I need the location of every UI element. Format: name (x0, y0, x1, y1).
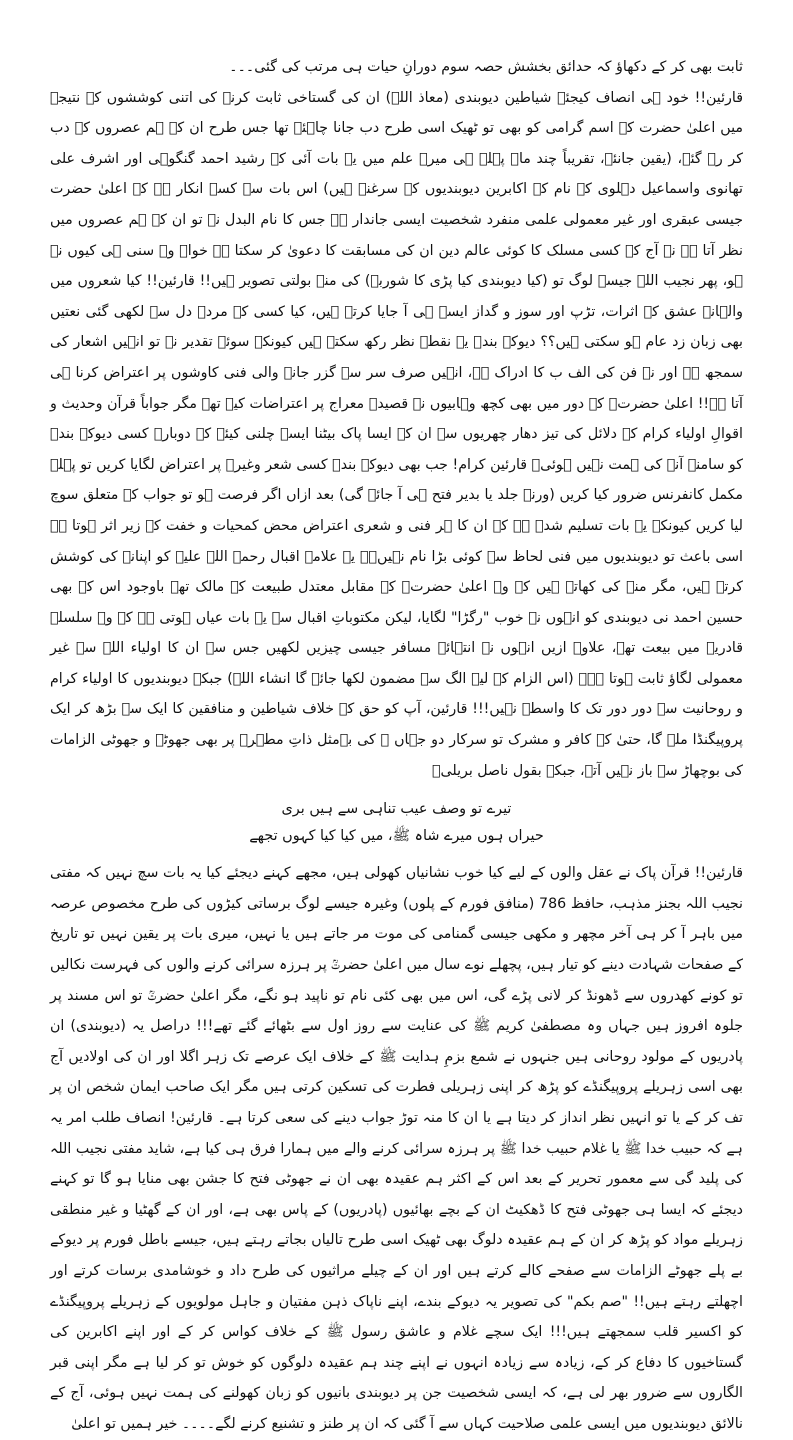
paragraph-1: قارئین!! خود ہی انصاف کیجئے شیاطین دیوبندی (معاذ اللہ) ان کی گستاخی ثابت کرنے کی اتنی کوششوں کے نتیجے میں اعلیٰ حضرت کے اسم گرامی کو بھی تو ٹھیک اسی طرح دب جانا چاہئے تھا جس طرح ان کے ہم عصروں کے دب کر رہ گئے، (یقین جانئے، تقریباً چند ماہ پہلے ہی میرے علم میں یہ بات آئی کہ رشید احمد گنگوہی اور اشرف علی تھانوی واسماعیل دہلوی کے نام کے اکابرین دیوبندیوں کے سرغنہ ہیں) اس بات سے کسے انکار ہے کہ اعلیٰ حضرت جیسی عبقری اور غیر معمولی علمی منفرد شخصیت ایسی جاندار ہے جس کا نام البدل نہ تو ان کے ہم عصروں میں نظر آتا ہے نہ آج کے کسی مسلک کا کوئی عالم دین ان کی مسابقت کا دعویٰ کر سکتا ہے خواہ وہ سنی ہی کیوں نہ ہو، پھر نجیب اللہ جیسے لوگ تو (کیا دیوبندی کیا پڑی کا شوربہ) کی منہ بولتی تصویر ہیں!! قارئین!! کیا شعروں میں والہانہ عشق کے اثرات، تڑپ اور سوز و گداز ایسے ہی آ جایا کرتے ہیں، کیا کسی کے مردہ دل سے لکھی گئی نعتیں بھی زبان زد عام ہو سکتی ہیں؟؟ دیوکے بندے یہ نقطہ نظر رکھ سکتے ہیں کیونکہ سوئے تقدیر نہ تو انہیں اشعار کی سمجھ ہے اور نہ فن کی الف ب کا ادراک ہے، انہیں صرف سر سے گزر جانے والی فنی کاوشوں پر اعتراض کرنا ہی آتا ہے!! اعلیٰ حضرتؒ کے دور میں بھی کچھ وہابیوں نے قصیدہ معراج پر اعتراضات کیے تھے مگر جواباً قرآن وحدیث و اقوالِ اولیاء کرام کے دلائل کی تیز دھار چھریوں سے ان کے ایسا پاک بیٹنا ایسے چلنی کیئے کہ دوبارہ کسی دیوکے بندے کو سامنے آنے کی ہمت نہیں ہوئی۔ قارئین کرام! جب بھی دیوکے بندے کسی شعر وغیرہ پر اعتراض لگایا کریں تو پہلے مکمل کانفرنس ضرور کیا کریں (ورنہ جلد یا بدیر فتح ہی آ جائے گی) بعد ازاں اگر فرصت ہو تو جواب کے متعلق سوچ لیا کریں کیونکہ یہ بات تسلیم شدہ ہے کہ ان کا ہر فنی و شعری اعتراض محض کمحیات و خفت کے زیر اثر ہوتا ہے اسی باعث تو دیوبندیوں میں فنی لحاظ سے کوئی بڑا نام نہیں۔۔ یہ علامہ اقبال رحمۃ اللہ علیہ کو اپنانے کی کوشش کرتے ہیں، مگر منہ کی کھاتے ہیں کہ وہ اعلیٰ حضرتؒ کے مقابل معتدل طبیعت کے مالک تھے باوجود اس کے بھی حسین احمد نی دیوبندی کو انہوں نے خوب "رگڑا" لگایا، لیکن مکتوباتِ اقبال سے یہ بات عیاں ہوتی ہے کہ وہ سلسلہ قادریہ میں بیعت تھے، علاوہ ازیں انہوں نے انتہائے مسافر جیسی چیزیں لکھیں جس سے ان کا اولیاء اللہ سے غیر معمولی لگاؤ ثابت ہوتا ہے۔ (اس الزام کے لیے الگ سے مضمون لکھا جائے گا انشاء اللہ) جبکہ دیوبندیوں کا اولیاء کرام و روحانیت سے دور دور تک کا واسطہ نہیں!!! قارئین، آپ کو حق کے خلاف شیاطین و منافقین کا ایک سے بڑھ کر ایک پروپیگنڈا ملے گا، حتیٰ کہ کافر و مشرک تو سرکار دو جہاں ﷺ کی بےمثل ذاتِ مطہرہ پر بھی جھوٹے و جھوٹی الزامات کی بوچھاڑ سے باز نہیں آتے، جبکہ بقول ناصل بریلیؒ (50, 89, 743, 779)
couplet (50, 796, 743, 850)
intro-line: ثابت بھی کر کے دکھاؤ کہ حدائق بخشش حصہ سوم دورانِ حیات ہی مرتب کی گئی۔۔۔ (229, 59, 743, 75)
couplet-line-1: تیرے تو وصف عیب تناہی سے ہیں بری (281, 801, 512, 818)
paragraph-2: قارئین!! قرآن پاک نے عقل والوں کے لیے کیا خوب نشانیاں کھولی ہیں، مجھے کہنے دیجئے کیا یہ بات سچ نہیں کہ مفتی نجیب اللہ بجنز مذہب، حافظ 786 (منافق فورم کے پلوں) وغیرہ جیسے لوگ برساتی کیڑوں کی طرح مخصوص عرصہ میں باہر آ کر ہی آخر مچھر و مکھی جیسی گمنامی کی موت مر جاتے ہیں یا نہیں، میری بات پر یقین نہیں تو تاریخ کے صفحات شہادت دینے کو تیار ہیں، پچھلے نوے سال میں اعلیٰ حضرتؒ پر ہرزہ سرائی کرنے والوں کی فہرست نکالیں تو کونے کھدروں سے ڈھونڈ کر لانی پڑے گی، اس میں بھی کئی نام تو ناپید ہو نگے، مگر اعلیٰ حضرتؒ تو اس مسند پر جلوہ افروز ہیں جہاں وہ مصطفیٰ کریم ﷺ کی عنایت سے روز اول سے بٹھائے گئے تھے!!! دراصل یہ (دیوبندی) ان پادریوں کے مولود روحانی ہیں جنہوں نے شمع بزمِ ہدایت ﷺ کے خلاف ایک عرصے تک زہر اگلا اور ان کی اولادیں آج بھی اسی زہریلے پروپیگنڈے کو پڑھ کر اپنی زہریلی فطرت کی تسکین کرتی ہیں مگر ایک صاحب ایمان شخص ان پر تف کر کے یا تو انہیں نظر انداز کر دیتا ہے یا ان کا منہ توڑ جواب دینے کی سعی کرتا ہے۔ قارئین! انصاف طلب امر یہ ہے کہ حبیب خدا ﷺ یا غلام حبیب خدا ﷺ پر ہرزہ سرائی کرنے والے میں ہمارا فرق ہی کیا ہے، شاید مفتی نجیب اللہ کی پلید گی سے معمور تحریر کے بعد اس کے اکثر ہم عقیدہ بھی ان نے جھوٹی فتح کا جشن بھی منایا ہو گا تو کہنے دیجئے کہ ایسا ہی جھوٹی فتح کا ڈھکیٹ ان کے بچے بھائیوں (پادریوں) کے پاس بھی ہے، اور ان کے گھٹیا و غیر منطقی زہریلے مواد کو پڑھ کر ان کے ہم عقیدہ دلوگ بھی ٹھیک اسی طرح تالیاں بجاتے رہتے ہیں، جیسے باطل فورم پر دیوکے بے پلے جھوٹے الزامات سے صفحے کالے کرتے ہیں اور ان کے چیلے مراثیوں کی طرح داد و خوشامدی برسات کرتے اور اچھلتے رہتے ہیں!! "صم بکم" کی تصویر یہ دیوکے بندے، اپنے ناپاک ذہن مفتیان و جاہل مولویوں کے زہریلے پروپیگنڈے کو اکسیر قلب سمجھتے ہیں!!! ایک سچے غلام و عاشق رسول ﷺ کے خلاف کواس کر کے اور اپنے اکابرین کی گستاخیوں کا دفاع کر کے، زیادہ سے زیادہ انہوں نے اپنے چند ہم عقیدہ دلوگوں کو خوش تو کر لیا ہے مگر اپنی قبر الگاروں سے ضرور بھر لی ہے، کہ ایسی شخصیت جن پر دیوبندی بانیوں کو زبان کھولنے کی ہمت نہیں ہوئی، آج کے نالائق دیوبندیوں میں ایسی علمی صلاحیت کہاں سے آ گئی کہ ان پر طنز و تشنیع کرنے لگے۔۔۔۔ خیر ہمیں تو اعلیٰ (50, 865, 743, 1432)
couplet-line-2: حیراں ہوں میرے شاہ ﷺ، میں کیا کیا کہوں تجھے (249, 828, 544, 845)
